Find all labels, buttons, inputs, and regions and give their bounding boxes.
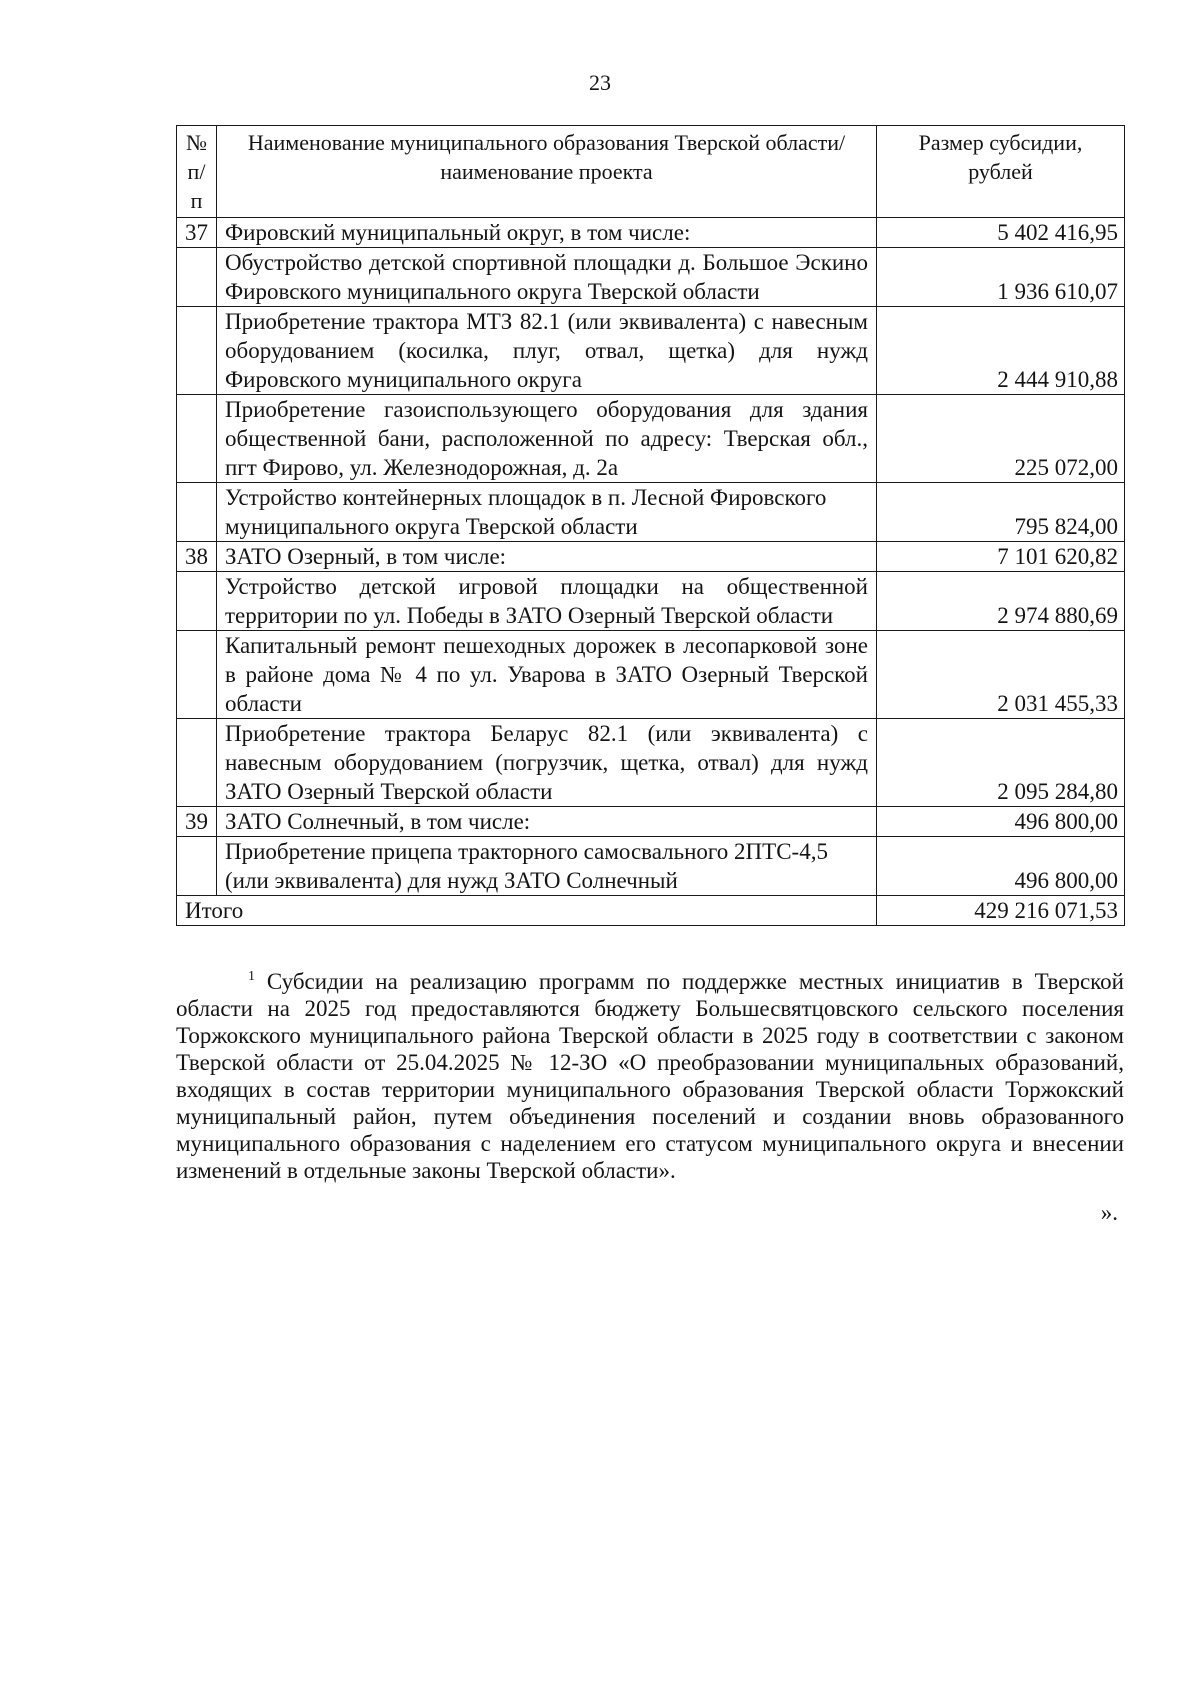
row-num: 38 — [177, 542, 217, 572]
row-num: 39 — [177, 807, 217, 837]
row-name: Приобретение трактора Беларус 82.1 (или эквивалента) с навесным оборудованием (погрузчик, щетка, отвал) для нужд ЗАТО Озерный Тверской области — [217, 719, 877, 807]
table-row — [177, 395, 1125, 483]
table-row — [177, 807, 1125, 837]
table-header-row — [177, 126, 1125, 218]
row-name: Приобретение прицепа тракторного самосвального 2ПТС-4,5 (или эквивалента) для нужд ЗАТО Солнечный — [217, 837, 877, 896]
row-amount: 225 072,00 — [877, 395, 1125, 483]
closing-quote: ». — [1100, 1200, 1118, 1225]
row-amount: 2 974 880,69 — [877, 572, 1125, 631]
row-name: Обустройство детской спортивной площадки д. Большое Эскино Фировского муниципального округа Тверской области — [217, 248, 877, 307]
row-name: Устройство контейнерных площадок в п. Лесной Фировского муниципального округа Тверской области — [217, 483, 877, 542]
table-row — [177, 631, 1125, 719]
table-row — [177, 307, 1125, 395]
row-name: Капитальный ремонт пешеходных дорожек в лесопарковой зоне в районе дома № 4 по ул. Уварова в ЗАТО Озерный Тверской области — [217, 631, 877, 719]
row-name: ЗАТО Озерный, в том числе: — [217, 542, 877, 572]
table-row — [177, 719, 1125, 807]
table-row — [177, 542, 1125, 572]
table-row — [177, 837, 1125, 896]
subsidy-table — [176, 125, 1125, 926]
row-amount: 1 936 610,07 — [877, 248, 1125, 307]
header-name: Наименование муниципального образования Тверской области/наименование проекта — [217, 126, 877, 218]
row-num — [177, 483, 217, 542]
row-num — [177, 248, 217, 307]
row-num — [177, 395, 217, 483]
row-num — [177, 572, 217, 631]
row-num: 37 — [177, 218, 217, 248]
page-number: 23 — [589, 70, 611, 95]
row-amount: 795 824,00 — [877, 483, 1125, 542]
header-amount: Размер субсидии, рублей — [877, 126, 1125, 218]
row-amount: 2 031 455,33 — [877, 631, 1125, 719]
row-amount: 496 800,00 — [877, 807, 1125, 837]
row-num — [177, 631, 217, 719]
table-row — [177, 248, 1125, 307]
header-num: № п/п — [177, 126, 217, 218]
table-row — [177, 572, 1125, 631]
footnote-text: Субсидии на реализацию программ по поддержке местных инициатив в Тверской области на 2025 год предоставляются бюджету Большесвятцовского сельского поселения Торжокского муниципального района Тверской области в 2025 году в соответствии с законом Тверской области от 25.04.2025 № 12-ЗО «О преобразовании муниципальных образований, входящих в состав территории муниципального образования Тверской области Торжокский муниципальный район, путем объединения поселений и создании вновь образованного муниципального образования с наделением его статусом муниципального округа и внесении изменений в отдельные законы Тверской области». — [176, 969, 1124, 1183]
row-name: Фировский муниципальный округ, в том числе: — [217, 218, 877, 248]
total-amount: 429 216 071,53 — [877, 896, 1125, 926]
row-num — [177, 307, 217, 395]
footnote — [176, 968, 1124, 1184]
row-amount: 2 444 910,88 — [877, 307, 1125, 395]
row-amount: 5 402 416,95 — [877, 218, 1125, 248]
footnote-marker: 1 — [248, 969, 255, 984]
table-row — [177, 483, 1125, 542]
row-name: Устройство детской игровой площадки на общественной территории по ул. Победы в ЗАТО Озерный Тверской области — [217, 572, 877, 631]
total-label: Итого — [177, 896, 877, 926]
row-name: Приобретение газоиспользующего оборудования для здания общественной бани, расположенной по адресу: Тверская обл., пгт Фирово, ул. Железнодорожная, д. 2а — [217, 395, 877, 483]
table-row — [177, 218, 1125, 248]
row-name: ЗАТО Солнечный, в том числе: — [217, 807, 877, 837]
row-name: Приобретение трактора МТЗ 82.1 (или эквивалента) с навесным оборудованием (косилка, плуг, отвал, щетка) для нужд Фировского муниципального округа — [217, 307, 877, 395]
table-total-row — [177, 896, 1125, 926]
row-amount: 7 101 620,82 — [877, 542, 1125, 572]
row-amount: 2 095 284,80 — [877, 719, 1125, 807]
row-num — [177, 719, 217, 807]
row-amount: 496 800,00 — [877, 837, 1125, 896]
row-num — [177, 837, 217, 896]
